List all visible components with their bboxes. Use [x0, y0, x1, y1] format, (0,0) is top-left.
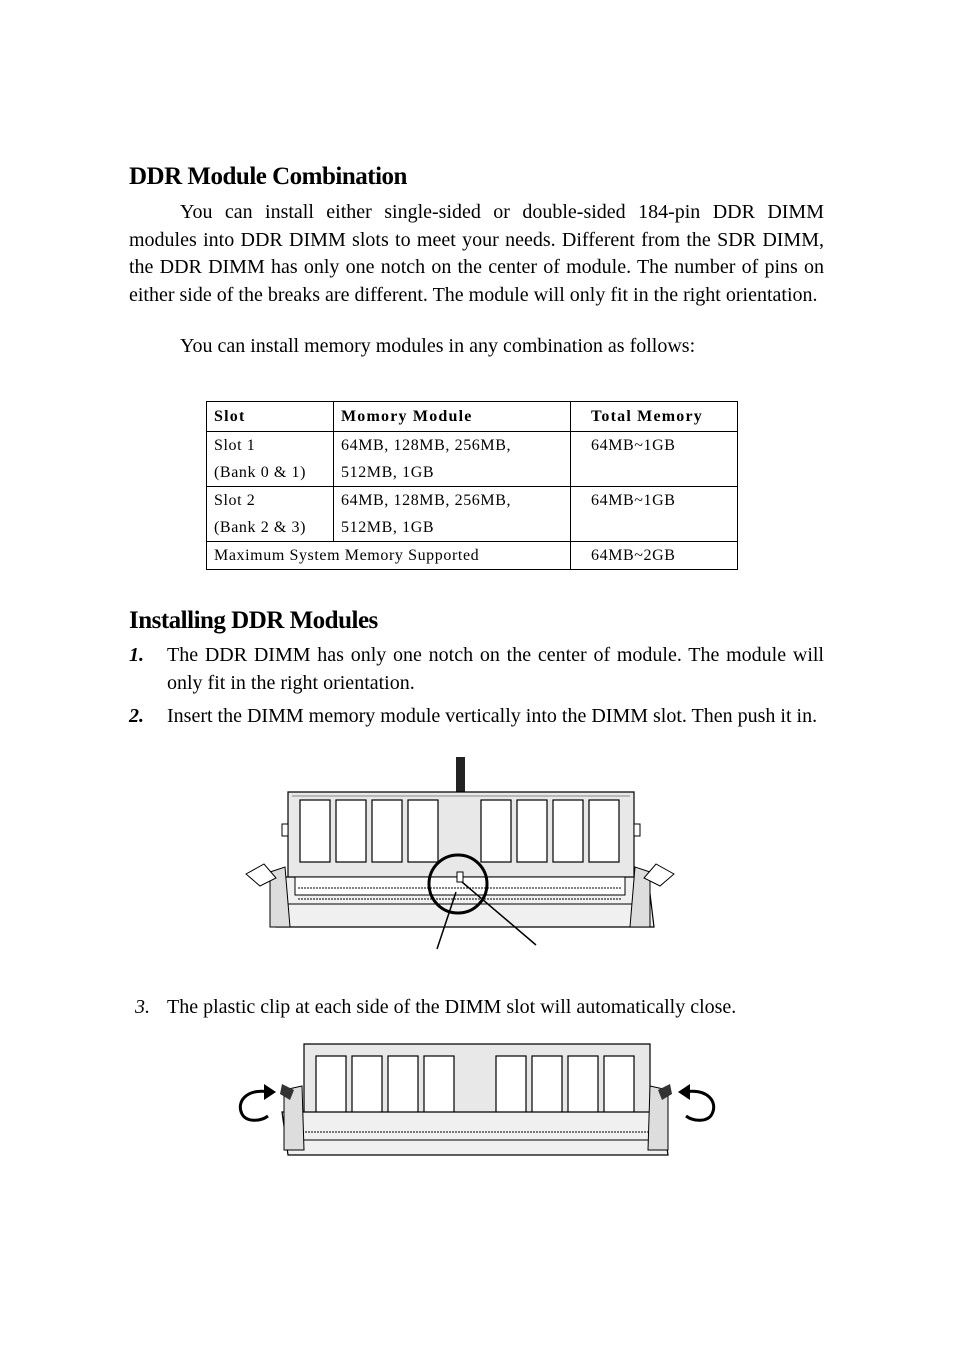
intro-paragraph: You can install either single-sided or double-sided 184-pin DDR DIMM modules into DDR DIMM slots to meet your needs. Different from the SDR DIMM, the DDR DIMM has only one notch on the center of module. The number of pins on either side of the breaks are different. The module will only fit in the right orientation.: [129, 201, 824, 306]
max-memory-label: Maximum System Memory Supported: [207, 542, 571, 570]
step-1: [129, 642, 824, 697]
table-row: [207, 432, 738, 487]
slot-bank: (Bank 0 & 1): [214, 464, 307, 481]
module-sizes-cont: 512MB, 1GB: [341, 464, 435, 481]
combination-intro: You can install memory modules in any combination as follows:: [180, 335, 696, 357]
step-3: [129, 994, 824, 1022]
step-text: Insert the DIMM memory module vertically into the DIMM slot. Then push it in.: [167, 705, 818, 727]
header-total-memory: Total Memory: [571, 402, 738, 432]
step-number: 2.: [129, 705, 144, 727]
memory-combination-table: [206, 401, 738, 570]
max-memory-total: 64MB~2GB: [571, 542, 738, 570]
step-number: 1.: [129, 644, 144, 666]
slot-cell: [207, 487, 334, 542]
section-title-ddr-module-combination: DDR Module Combination: [129, 163, 407, 190]
dimm-clips-closed-illustration: [232, 1040, 722, 1160]
table-row: [207, 487, 738, 542]
header-memory-module: Momory Module: [334, 402, 571, 432]
slot-name: Slot 2: [214, 492, 256, 509]
table-footer-row: [207, 542, 738, 570]
step-number: 3.: [135, 996, 150, 1018]
module-sizes: 64MB, 128MB, 256MB,: [341, 492, 512, 509]
section-title-installing-ddr-modules: Installing DDR Modules: [129, 607, 378, 634]
dimm-insertion-illustration: [240, 752, 700, 957]
module-cell: [334, 432, 571, 487]
module-cell: [334, 487, 571, 542]
step-text: The plastic clip at each side of the DIMM slot will automatically close.: [167, 996, 737, 1018]
total-cell: 64MB~1GB: [571, 432, 738, 487]
slot-cell: [207, 432, 334, 487]
header-slot: Slot: [207, 402, 334, 432]
total-cell: 64MB~1GB: [571, 487, 738, 542]
step-2: [129, 703, 824, 731]
table-header-row: [207, 402, 738, 432]
module-sizes-cont: 512MB, 1GB: [341, 519, 435, 536]
slot-bank: (Bank 2 & 3): [214, 519, 307, 536]
module-sizes: 64MB, 128MB, 256MB,: [341, 437, 512, 454]
slot-name: Slot 1: [214, 437, 256, 454]
step-text: The DDR DIMM has only one notch on the center of module. The module will only fit in the right orientation.: [167, 644, 824, 694]
